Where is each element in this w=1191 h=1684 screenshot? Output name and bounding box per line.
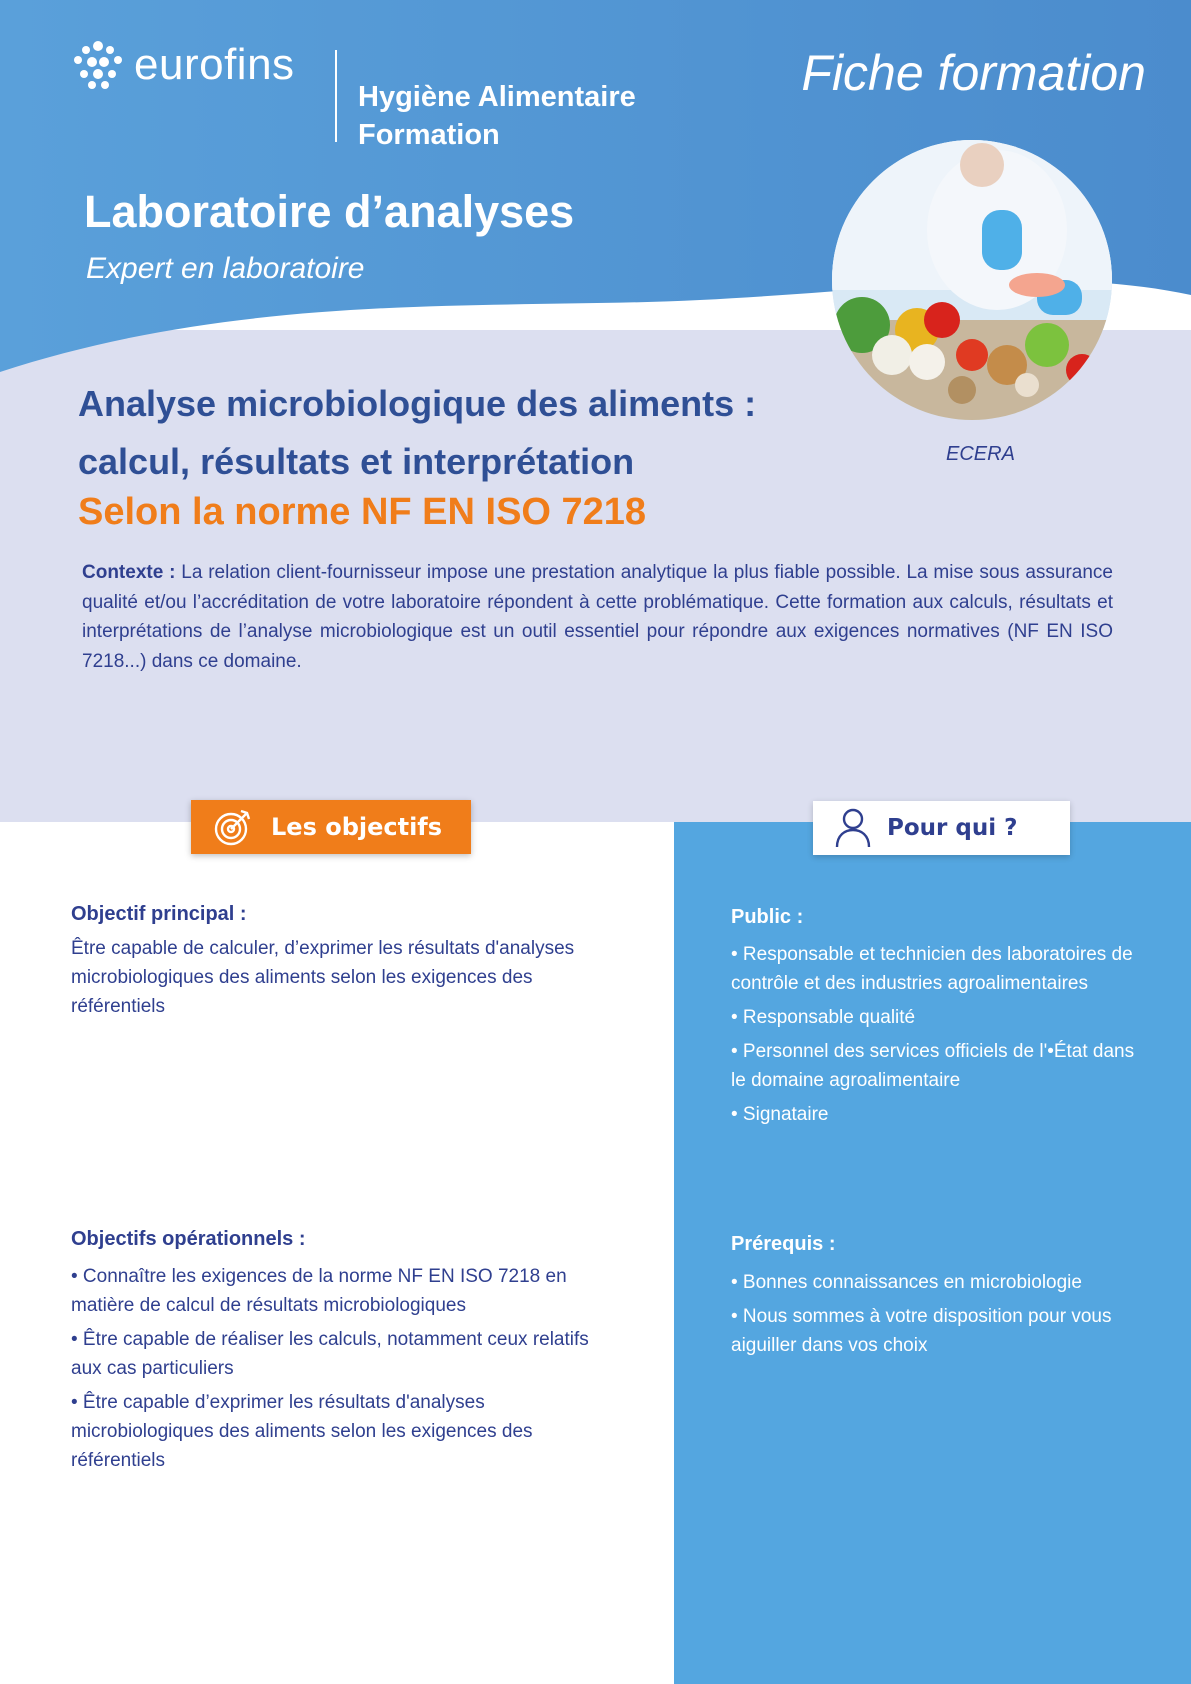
list-item: • Être capable d’exprimer les résultats d'analyses microbiologiques des aliments selon les exigences des référentiels: [71, 1392, 533, 1471]
eurofins-dots-logo-icon: [72, 40, 124, 90]
list-item: • Nous sommes à votre disposition pour vous aiguiller dans vos choix: [731, 1306, 1112, 1356]
objectives-header: [191, 800, 471, 854]
lab-photo: [832, 140, 1112, 420]
logo-subtitle-line1: Hygiène Alimentaire: [358, 81, 636, 113]
course-norm: Selon la norme NF EN ISO 7218: [78, 491, 647, 533]
audience-header: [813, 801, 1070, 855]
prerequisites-label: Prérequis :: [731, 1233, 836, 1255]
course-title: [78, 375, 858, 491]
public-label: Public :: [731, 906, 804, 928]
logo-wordmark: eurofins: [134, 40, 295, 89]
list-item: • Être capable de réaliser les calculs, notamment ceux relatifs aux cas particuliers: [71, 1329, 589, 1379]
course-title-line1: Analyse microbiologique des aliments :: [78, 383, 757, 424]
category-title: Laboratoire d’analyses: [84, 186, 575, 237]
main-objective-text: Être capable de calculer, d’exprimer les résultats d'analyses microbiologiques des aliments selon les exigences des référentiels: [71, 938, 575, 1017]
main-objective-label: Objectif principal :: [71, 903, 247, 925]
lab-photo-illustration: [832, 140, 1112, 420]
person-icon: [833, 807, 873, 849]
operational-objectives-list: [71, 1262, 611, 1480]
list-item: • Responsable et technicien des laboratoires de contrôle et des industries agroalimentaires: [731, 944, 1133, 994]
list-item: • Bonnes connaissances en microbiologie: [731, 1272, 1082, 1293]
public-list: [731, 940, 1151, 1134]
operational-objectives-label: Objectifs opérationnels :: [71, 1228, 306, 1250]
photo-caption: ECERA: [946, 443, 1015, 465]
document-type: Fiche formation: [801, 45, 1146, 101]
eurofins-logo: [72, 40, 295, 90]
context-text: La relation client-fournisseur impose une prestation analytique la plus fiable possible. La mise sous assurance qualité et/ou l’accréditation de votre laboratoire répondent à cette problématique. Cette formation aux calculs, résultats et interprétations de l’analyse microbiologique est un outil essentiel pour répondre aux exigences normatives (NF EN ISO 7218...) dans ce domaine.: [82, 562, 1113, 672]
list-item: • Connaître les exigences de la norme NF EN ISO 7218 en matière de calcul de résultats microbiologiques: [71, 1266, 567, 1316]
audience-header-label: Pour qui ?: [887, 815, 1018, 841]
list-item: • Personnel des services officiels de l'•État dans le domaine agroalimentaire: [731, 1041, 1135, 1091]
context-label: Contexte :: [82, 562, 176, 583]
target-icon: [213, 807, 253, 847]
category-subtitle: Expert en laboratoire: [86, 252, 365, 285]
objectives-header-label: Les objectifs: [271, 813, 443, 841]
context-paragraph: [82, 558, 1113, 676]
list-item: • Responsable qualité: [731, 1007, 916, 1028]
prerequisites-list: [731, 1268, 1151, 1365]
logo-divider: [335, 50, 337, 142]
logo-subtitle: [358, 78, 636, 154]
logo-subtitle-line2: Formation: [358, 119, 500, 151]
course-title-line2: calcul, résultats et interprétation: [78, 441, 635, 482]
list-item: • Signataire: [731, 1104, 829, 1125]
